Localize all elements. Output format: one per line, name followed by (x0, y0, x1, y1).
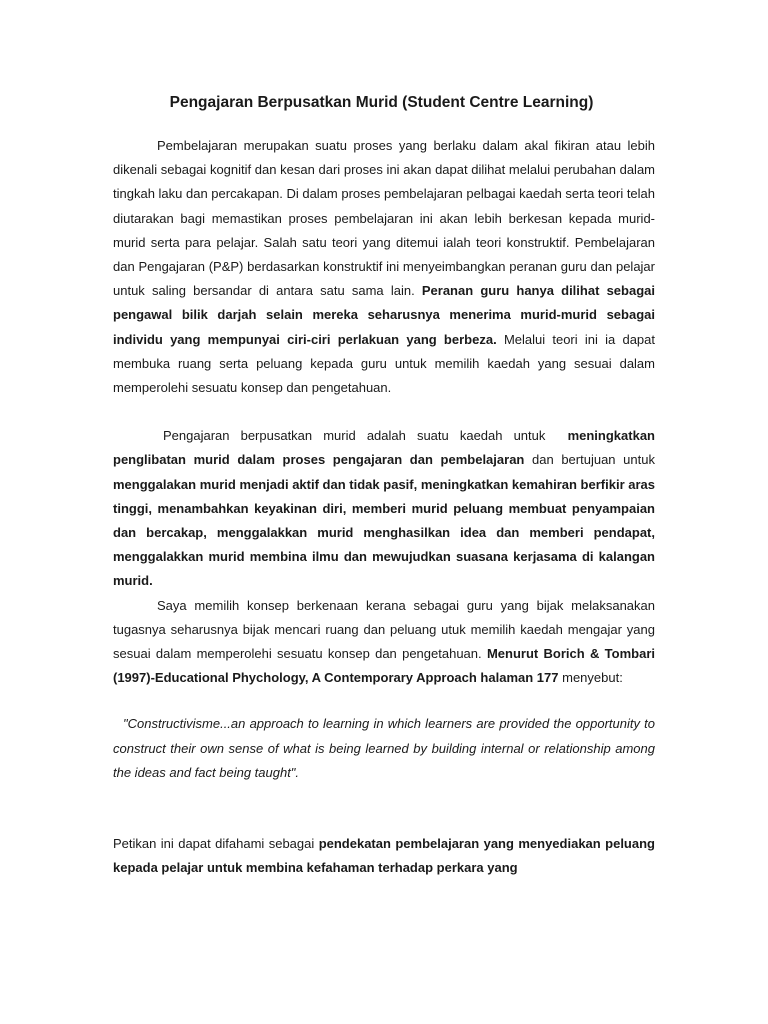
paragraph-bold-text: Peranan guru hanya dilihat sebagai pengawal bilik darjah selain mereka seharusnya menerima murid-murid sebagai individu yang mempunyai ciri-ciri perlakuan yang berbeza. (113, 283, 655, 347)
document-title: Pengajaran Berpusatkan Murid (Student Centre Learning) (169, 94, 594, 111)
paragraph-spacer (113, 785, 655, 832)
paragraph-learning-process (113, 134, 655, 400)
paragraph-text: Pembelajaran merupakan suatu proses yang berlaku dalam akal fikiran atau lebih dikenali sebagai kognitif dan kesan dari proses ini akan dapat dilihat melalui perubahan dalam tingkah laku dan percakapan. Di dalam proses pembelajaran pelbagai kaedah serta teori telah diutarakan bagi memastikan proses pembelajaran ini akan lebih berkesan kepada murid-murid serta para pelajar. Salah satu teori yang ditemui ialah teori konstruktif. Pembelajaran dan Pengajaran (P&P) berdasarkan konstruktif ini menyeimbangkan peranan guru dan pelajar untuk saling bersandar di antara satu sama lain. (113, 138, 656, 299)
paragraph-text: Melalui teori ini ia dapat membuka ruang serta peluang kepada guru untuk memilih kaedah yang sesuai dalam memperolehi sesuatu konsep dan pengetahuan. (113, 331, 656, 396)
paragraph-spacer (113, 400, 655, 424)
paragraph-spacer (113, 690, 655, 712)
paragraph-bold-text: pendekatan pembelajaran yang menyediakan peluang kepada pelajar untuk membina kefahaman terhadap perkara yang (113, 836, 655, 876)
paragraph-bold-text: meningkatkan penglibatan murid dalam proses pengajaran dan pembelajaran (113, 428, 655, 468)
quotation: "Constructivisme...an approach to learning in which learners are provided the opportunity to construct their own sense of what is being learned by building internal or relationship among the ideas and fact being taught". (113, 716, 655, 780)
paragraph-student-centred (113, 424, 655, 593)
paragraph-text: menyebut: (562, 670, 623, 686)
paragraph-text: Saya memilih konsep berkenaan kerana sebagai guru yang bijak melaksanakan tugasnya seharusnya bijak mencari ruang dan peluang utuk memilih kaedah mengajar yang sesuai dalam memperolehi sesuatu konsep dan pengetahuan. (113, 597, 655, 662)
paragraph-text: Petikan ini dapat difahami sebagai (113, 836, 315, 852)
paragraph-bold-text: Menurut Borich & Tombari (1997)-Educational Phychology, A Contemporary Approach halaman 177 (113, 646, 655, 686)
paragraph-text: dan bertujuan untuk (532, 452, 655, 468)
paragraph-text: Pengajaran berpusatkan murid adalah suatu kaedah untuk (163, 428, 546, 444)
paragraph-bold-text: menggalakan murid menjadi aktif dan tidak pasif, meningkatkan kemahiran berfikir aras tinggi, menambahkan keyakinan diri, memberi murid peluang membuat penyampaian dan bercakap, menggalakkan murid menghasilkan idea dan memberi pendapat, menggalakkan murid membina ilmu dan mewujudkan suasana kerjasama di kalangan murid. (113, 476, 655, 589)
document-page (113, 88, 655, 880)
paragraph-concept-choice (113, 594, 655, 691)
paragraph-excerpt-meaning (113, 832, 655, 880)
